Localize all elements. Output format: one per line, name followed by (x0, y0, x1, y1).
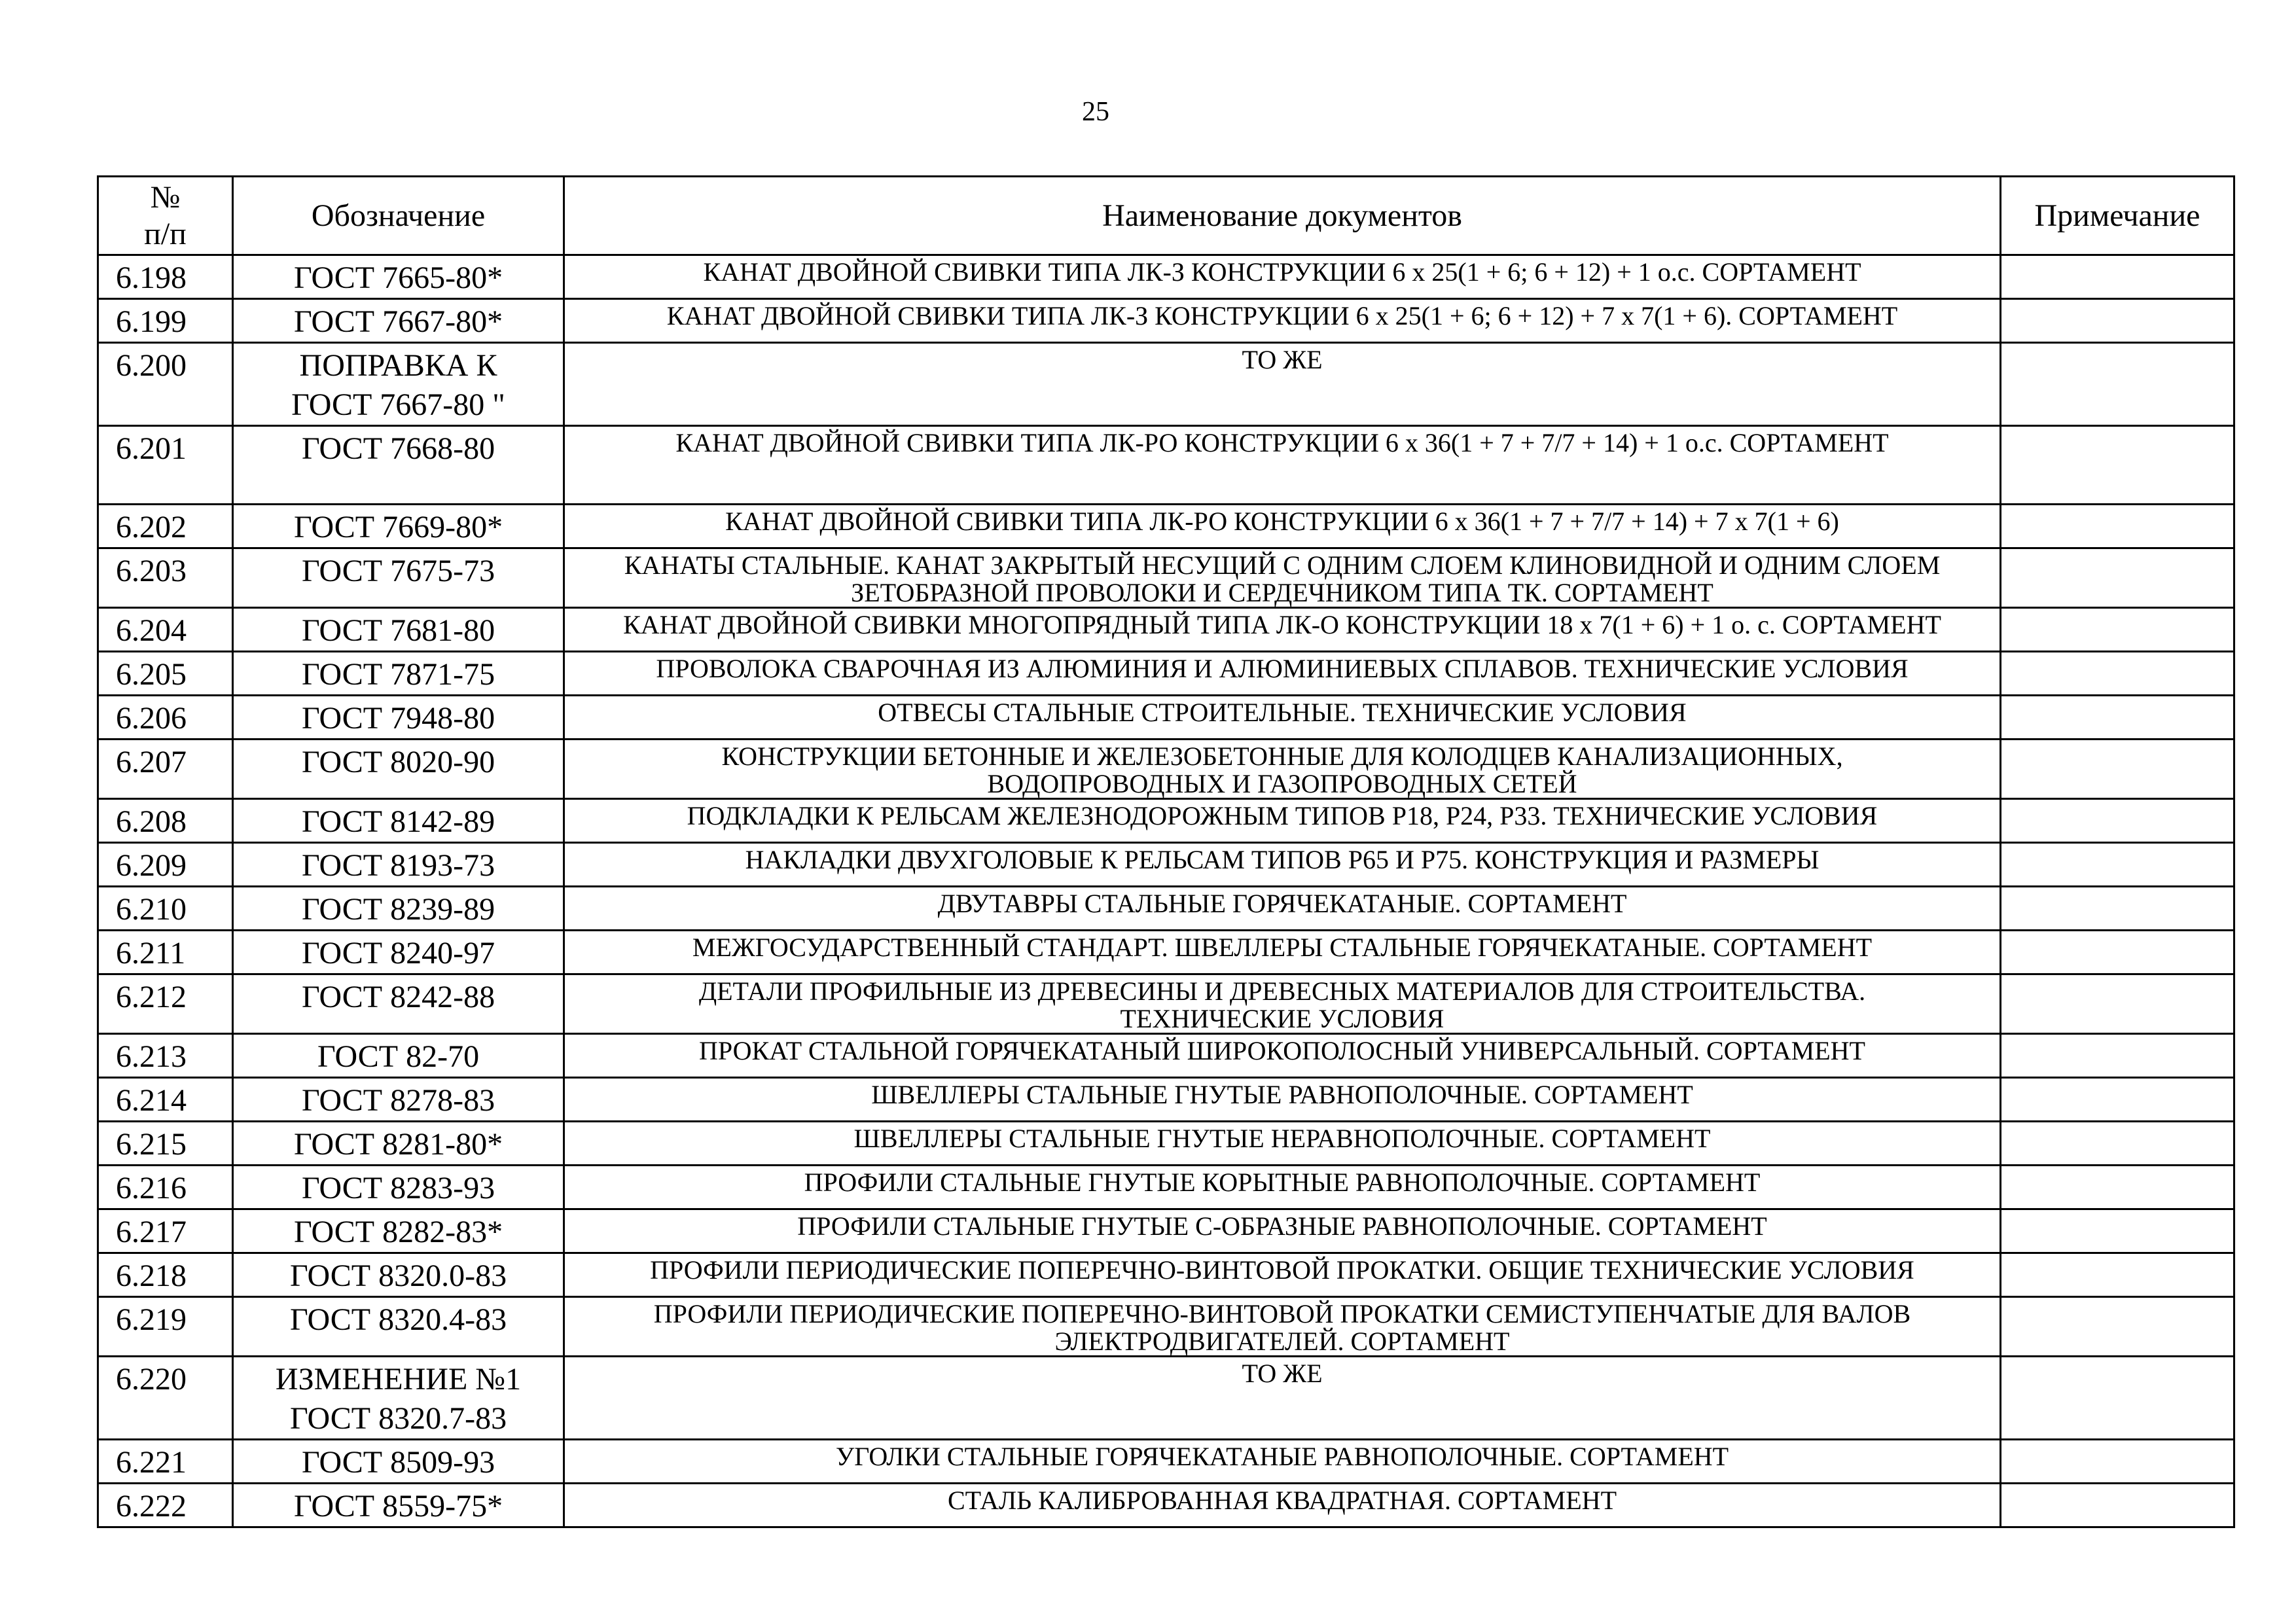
row-note (2001, 343, 2234, 426)
row-note (2001, 1357, 2234, 1440)
row-document-name (564, 505, 2001, 548)
table-row (98, 1166, 2234, 1209)
document-name-line: СТАЛЬ КАЛИБРОВАННАЯ КВАДРАТНАЯ. СОРТАМЕНТ (947, 1486, 1617, 1515)
document-name-line: КАНАТЫ СТАЛЬНЫЕ. КАНАТ ЗАКРЫТЫЙ НЕСУЩИЙ С ОДНИМ СЛОЕМ КЛИНОВИДНОЙ И ОДНИМ СЛОЕМ (624, 550, 1941, 580)
table-row (98, 1484, 2234, 1527)
row-number: 6.207 (98, 740, 233, 799)
document-name-line: ЗЕТОБРАЗНОЙ ПРОВОЛОКИ И СЕРДЕЧНИКОМ ТИПА ТК. СОРТАМЕНТ (851, 578, 1713, 607)
designation-line: ГОСТ 8278-83 (301, 1083, 495, 1118)
designation-line: ПОПРАВКА К (299, 348, 497, 383)
document-name-line: ТО ЖЕ (1242, 345, 1323, 374)
document-name-line: МЕЖГОСУДАРСТВЕННЫЙ СТАНДАРТ. ШВЕЛЛЕРЫ СТАЛЬНЫЕ ГОРЯЧЕКАТАНЫЕ. СОРТАМЕНТ (692, 933, 1873, 962)
table-row (98, 505, 2234, 548)
row-note (2001, 505, 2234, 548)
document-name-line: КАНАТ ДВОЙНОЙ СВИВКИ МНОГОПРЯДНЫЙ ТИПА ЛК-О КОНСТРУКЦИИ 18 х 7(1 + 6) + 1 о. с. СОРТАМЕНТ (623, 610, 1941, 639)
page-number: 25 (1082, 97, 1109, 127)
row-designation (233, 1440, 564, 1484)
row-document-name (564, 1078, 2001, 1122)
row-document-name (564, 1034, 2001, 1078)
designation-line: ГОСТ 82-70 (317, 1039, 480, 1074)
row-designation (233, 1357, 564, 1440)
row-document-name (564, 426, 2001, 505)
row-designation (233, 426, 564, 505)
row-number: 6.210 (98, 887, 233, 931)
row-designation (233, 931, 564, 974)
designation-line: ГОСТ 8320.7-83 (289, 1401, 507, 1436)
row-document-name (564, 1166, 2001, 1209)
document-name-line: ПРОФИЛИ ПЕРИОДИЧЕСКИЕ ПОПЕРЕЧНО-ВИНТОВОЙ ПРОКАТКИ СЕМИСТУПЕНЧАТЫЕ ДЛЯ ВАЛОВ (653, 1299, 1911, 1329)
row-number: 6.218 (98, 1253, 233, 1297)
row-note (2001, 974, 2234, 1034)
row-number: 6.205 (98, 652, 233, 696)
row-designation (233, 974, 564, 1034)
row-number: 6.201 (98, 426, 233, 505)
document-name-line: ШВЕЛЛЕРЫ СТАЛЬНЫЕ ГНУТЫЕ РАВНОПОЛОЧНЫЕ. СОРТАМЕНТ (871, 1080, 1693, 1109)
row-designation (233, 343, 564, 426)
row-note (2001, 1209, 2234, 1253)
row-note (2001, 696, 2234, 740)
row-number: 6.203 (98, 548, 233, 608)
document-name-line: ТО ЖЕ (1242, 1359, 1323, 1388)
row-number: 6.199 (98, 299, 233, 343)
document-name-line: ДЕТАЛИ ПРОФИЛЬНЫЕ ИЗ ДРЕВЕСИНЫ И ДРЕВЕСНЫХ МАТЕРИАЛОВ ДЛЯ СТРОИТЕЛЬСТВА. (698, 976, 1866, 1006)
designation-line: ГОСТ 8240-97 (301, 936, 495, 971)
row-note (2001, 1440, 2234, 1484)
row-number: 6.214 (98, 1078, 233, 1122)
row-document-name (564, 974, 2001, 1034)
table-body (98, 255, 2234, 1527)
document-name-line: КАНАТ ДВОЙНОЙ СВИВКИ ТИПА ЛК-РО КОНСТРУКЦИИ 6 х 36(1 + 7 + 7/7 + 14) + 1 о.с. СОРТАМЕНТ (675, 428, 1889, 457)
document-name-line: ДВУТАВРЫ СТАЛЬНЫЕ ГОРЯЧЕКАТАНЫЕ. СОРТАМЕНТ (937, 889, 1627, 918)
row-note (2001, 1166, 2234, 1209)
table-row (98, 799, 2234, 843)
document-name-line: НАКЛАДКИ ДВУХГОЛОВЫЕ К РЕЛЬСАМ ТИПОВ Р65 И Р75. КОНСТРУКЦИЯ И РАЗМЕРЫ (745, 845, 1820, 874)
document-name-line: ШВЕЛЛЕРЫ СТАЛЬНЫЕ ГНУТЫЕ НЕРАВНОПОЛОЧНЫЕ. СОРТАМЕНТ (853, 1124, 1711, 1153)
document-name-line: КАНАТ ДВОЙНОЙ СВИВКИ ТИПА ЛК-З КОНСТРУКЦИИ 6 х 25(1 + 6; 6 + 12) + 1 о.с. СОРТАМЕНТ (703, 257, 1861, 287)
table-row (98, 974, 2234, 1034)
row-designation (233, 505, 564, 548)
document-name-line: КАНАТ ДВОЙНОЙ СВИВКИ ТИПА ЛК-РО КОНСТРУКЦИИ 6 х 36(1 + 7 + 7/7 + 14) + 7 х 7(1 + 6) (725, 507, 1839, 536)
row-document-name (564, 1297, 2001, 1357)
designation-line: ГОСТ 7681-80 (301, 613, 495, 648)
row-designation (233, 696, 564, 740)
document-name-line: ПОДКЛАДКИ К РЕЛЬСАМ ЖЕЛЕЗНОДОРОЖНЫМ ТИПОВ Р18, Р24, Р33. ТЕХНИЧЕСКИЕ УСЛОВИЯ (687, 801, 1878, 830)
table-row (98, 299, 2234, 343)
row-note (2001, 1297, 2234, 1357)
row-designation (233, 799, 564, 843)
header-num-symbol: № (150, 179, 181, 215)
row-designation (233, 299, 564, 343)
row-document-name (564, 299, 2001, 343)
designation-line: ГОСТ 7675-73 (301, 554, 495, 588)
table-row (98, 1122, 2234, 1166)
row-note (2001, 652, 2234, 696)
row-number: 6.217 (98, 1209, 233, 1253)
table-row (98, 1357, 2234, 1440)
designation-line: ГОСТ 7668-80 (301, 431, 495, 466)
table-row (98, 1034, 2234, 1078)
row-document-name (564, 255, 2001, 299)
designation-line: ГОСТ 8020-90 (301, 745, 495, 779)
designation-line: ГОСТ 8509-93 (301, 1445, 495, 1480)
row-number: 6.219 (98, 1297, 233, 1357)
designation-line: ГОСТ 8239-89 (301, 892, 495, 927)
row-document-name (564, 843, 2001, 887)
document-name-line: ВОДОПРОВОДНЫХ И ГАЗОПРОВОДНЫХ СЕТЕЙ (987, 769, 1577, 798)
designation-line: ГОСТ 8142-89 (301, 804, 495, 839)
document-name-line: КАНАТ ДВОЙНОЙ СВИВКИ ТИПА ЛК-З КОНСТРУКЦИИ 6 х 25(1 + 6; 6 + 12) + 7 х 7(1 + 6). СОРТАМЕНТ (666, 301, 1898, 330)
row-designation (233, 1253, 564, 1297)
table-row (98, 608, 2234, 652)
header-designation: Обозначение (233, 177, 564, 255)
document-name-line: ПРОФИЛИ ПЕРИОДИЧЕСКИЕ ПОПЕРЕЧНО-ВИНТОВОЙ ПРОКАТКИ. ОБЩИЕ ТЕХНИЧЕСКИЕ УСЛОВИЯ (650, 1255, 1914, 1285)
table-row (98, 887, 2234, 931)
row-document-name (564, 608, 2001, 652)
row-note (2001, 255, 2234, 299)
table-row (98, 426, 2234, 505)
designation-line: ГОСТ 8242-88 (301, 980, 495, 1014)
document-name-line: ЭЛЕКТРОДВИГАТЕЛЕЙ. СОРТАМЕНТ (1054, 1327, 1510, 1356)
row-note (2001, 1253, 2234, 1297)
document-name-line: ПРОВОЛОКА СВАРОЧНАЯ ИЗ АЛЮМИНИЯ И АЛЮМИНИЕВЫХ СПЛАВОВ. ТЕХНИЧЕСКИЕ УСЛОВИЯ (656, 654, 1909, 683)
designation-line: ГОСТ 8320.0-83 (289, 1258, 507, 1293)
row-number: 6.215 (98, 1122, 233, 1166)
table-row (98, 696, 2234, 740)
row-designation (233, 255, 564, 299)
row-number: 6.216 (98, 1166, 233, 1209)
row-note (2001, 1122, 2234, 1166)
row-designation (233, 1078, 564, 1122)
table-row (98, 843, 2234, 887)
row-designation (233, 608, 564, 652)
row-document-name (564, 1440, 2001, 1484)
table-row (98, 1440, 2234, 1484)
row-designation (233, 1484, 564, 1527)
header-note: Примечание (2001, 177, 2234, 255)
row-designation (233, 1034, 564, 1078)
table-row (98, 652, 2234, 696)
table-row (98, 1209, 2234, 1253)
row-note (2001, 887, 2234, 931)
header-num (98, 177, 233, 255)
row-number: 6.221 (98, 1440, 233, 1484)
row-designation (233, 887, 564, 931)
row-document-name (564, 887, 2001, 931)
row-number: 6.220 (98, 1357, 233, 1440)
table-header-row (98, 177, 2234, 255)
row-designation (233, 548, 564, 608)
row-note (2001, 548, 2234, 608)
table-row (98, 931, 2234, 974)
row-note (2001, 608, 2234, 652)
header-name: Наименование документов (564, 177, 2001, 255)
row-note (2001, 740, 2234, 799)
row-number: 6.204 (98, 608, 233, 652)
row-designation (233, 1209, 564, 1253)
table-row (98, 343, 2234, 426)
row-document-name (564, 740, 2001, 799)
designation-line: ГОСТ 7665-80* (293, 260, 503, 295)
row-note (2001, 1078, 2234, 1122)
document-name-line: УГОЛКИ СТАЛЬНЫЕ ГОРЯЧЕКАТАНЫЕ РАВНОПОЛОЧНЫЕ. СОРТАМЕНТ (835, 1442, 1729, 1471)
document-name-line: ОТВЕСЫ СТАЛЬНЫЕ СТРОИТЕЛЬНЫЕ. ТЕХНИЧЕСКИЕ УСЛОВИЯ (878, 698, 1687, 727)
table-row (98, 255, 2234, 299)
designation-line: ИЗМЕНЕНИЕ №1 (275, 1362, 522, 1397)
row-number: 6.198 (98, 255, 233, 299)
row-document-name (564, 1357, 2001, 1440)
row-document-name (564, 931, 2001, 974)
row-number: 6.213 (98, 1034, 233, 1078)
document-name-line: ТЕХНИЧЕСКИЕ УСЛОВИЯ (1120, 1004, 1444, 1033)
row-designation (233, 843, 564, 887)
row-note (2001, 1484, 2234, 1527)
row-document-name (564, 1209, 2001, 1253)
designation-line: ГОСТ 7871-75 (301, 657, 495, 692)
row-designation (233, 652, 564, 696)
row-number: 6.222 (98, 1484, 233, 1527)
table-row (98, 548, 2234, 608)
row-note (2001, 426, 2234, 505)
row-document-name (564, 548, 2001, 608)
table-row (98, 1297, 2234, 1357)
designation-line: ГОСТ 8283-93 (301, 1171, 495, 1205)
row-number: 6.206 (98, 696, 233, 740)
row-number: 6.200 (98, 343, 233, 426)
table-row (98, 1078, 2234, 1122)
designation-line: ГОСТ 8193-73 (301, 848, 495, 883)
document-name-line: ПРОКАТ СТАЛЬНОЙ ГОРЯЧЕКАТАНЫЙ ШИРОКОПОЛОСНЫЙ УНИВЕРСАЛЬНЫЙ. СОРТАМЕНТ (699, 1036, 1865, 1065)
designation-line: ГОСТ 7669-80* (293, 510, 503, 544)
row-designation (233, 1122, 564, 1166)
designation-line: ГОСТ 8559-75* (293, 1489, 503, 1524)
designation-line: ГОСТ 7948-80 (301, 701, 495, 736)
designation-line: ГОСТ 7667-80 " (291, 387, 505, 422)
row-designation (233, 1166, 564, 1209)
row-number: 6.202 (98, 505, 233, 548)
row-designation (233, 740, 564, 799)
row-designation (233, 1297, 564, 1357)
designation-line: ГОСТ 7667-80* (293, 304, 503, 339)
designation-line: ГОСТ 8320.4-83 (289, 1302, 507, 1337)
row-document-name (564, 1122, 2001, 1166)
row-note (2001, 799, 2234, 843)
table-row (98, 1253, 2234, 1297)
header-num-label: п/п (144, 216, 187, 251)
document-name-line: КОНСТРУКЦИИ БЕТОННЫЕ И ЖЕЛЕЗОБЕТОННЫЕ ДЛЯ КОЛОДЦЕВ КАНАЛИЗАЦИОННЫХ, (721, 741, 1843, 771)
row-document-name (564, 343, 2001, 426)
row-document-name (564, 799, 2001, 843)
row-number: 6.208 (98, 799, 233, 843)
row-note (2001, 931, 2234, 974)
documents-table (97, 175, 2235, 1528)
document-name-line: ПРОФИЛИ СТАЛЬНЫЕ ГНУТЫЕ КОРЫТНЫЕ РАВНОПОЛОЧНЫЕ. СОРТАМЕНТ (804, 1168, 1761, 1197)
row-document-name (564, 1484, 2001, 1527)
row-note (2001, 843, 2234, 887)
document-name-line: ПРОФИЛИ СТАЛЬНЫЕ ГНУТЫЕ С-ОБРАЗНЫЕ РАВНОПОЛОЧНЫЕ. СОРТАМЕНТ (797, 1211, 1767, 1241)
row-number: 6.209 (98, 843, 233, 887)
designation-line: ГОСТ 8281-80* (293, 1127, 503, 1162)
row-document-name (564, 652, 2001, 696)
row-document-name (564, 696, 2001, 740)
row-note (2001, 299, 2234, 343)
row-document-name (564, 1253, 2001, 1297)
row-number: 6.211 (98, 931, 233, 974)
designation-line: ГОСТ 8282-83* (293, 1215, 503, 1249)
row-note (2001, 1034, 2234, 1078)
table-row (98, 740, 2234, 799)
row-number: 6.212 (98, 974, 233, 1034)
